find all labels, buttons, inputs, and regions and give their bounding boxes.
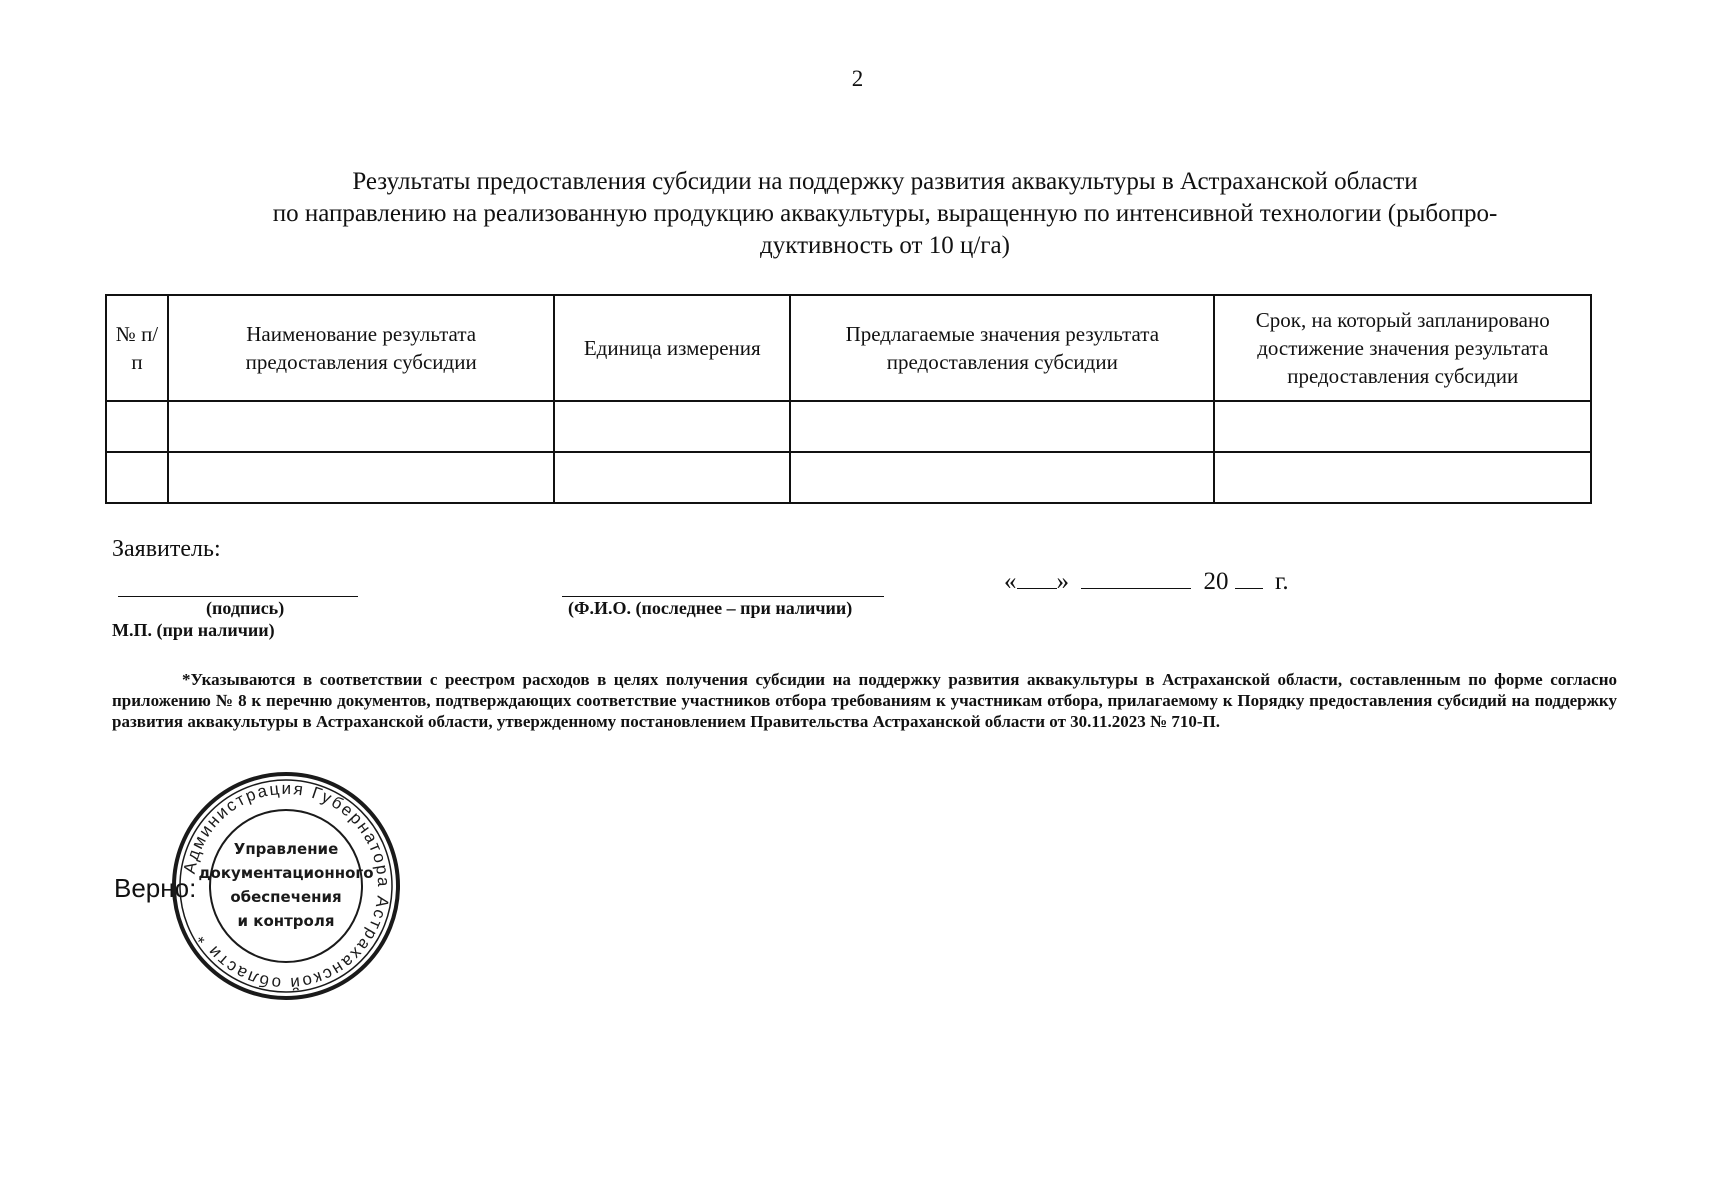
stamp-place-label: М.П. (при наличии) (112, 620, 275, 640)
date-open-quote: « (1004, 568, 1017, 595)
table-cell[interactable] (790, 452, 1214, 503)
table-cell[interactable] (168, 401, 554, 452)
results-table (105, 294, 1592, 504)
seal-outer-ring (174, 774, 398, 998)
date-close-quote: » (1056, 568, 1069, 595)
year-blank[interactable] (1235, 568, 1263, 589)
title-line-2: по направлению на реализованную продукцию аквакультуры, выращенную по интенсивной технологии (рыбопро- (272, 200, 1498, 227)
applicant-label: Заявитель: (112, 536, 221, 562)
table-cell[interactable] (106, 401, 168, 452)
table-cell[interactable] (106, 452, 168, 503)
table-cell[interactable] (168, 452, 554, 503)
seal-inner-ring (210, 810, 362, 962)
title-line-1: Результаты предоставления субсидии на поддержку развития аквакультуры в Астраханской области (352, 168, 1418, 195)
footnote: *Указываются в соответствии с реестром расходов в целях получения субсидии на поддержку развития аквакультуры в Астраханской области, составленным по форме согласно приложению № 8 к перечню документов, подтверждающих соответствие участников отбора требованиям к участникам отбора, прилагаемому к Порядку предоставления субсидий на поддержку развития аквакультуры в Астраханской области, утвержденному постановлением Правительства Астраханской области от 30.11.2023 № 710-П. (112, 670, 1617, 731)
table-cell[interactable] (790, 401, 1214, 452)
signature-line[interactable] (118, 596, 358, 597)
table-row (106, 401, 1591, 452)
seal-center-line-1: Управление (233, 840, 339, 858)
table-cell[interactable] (554, 401, 790, 452)
seal-center-line-3: обеспечения (230, 888, 342, 906)
official-seal-icon (170, 770, 402, 1002)
name-line[interactable] (562, 596, 884, 597)
seal-ring-text: Администрация Губернатора Астраханской области * (179, 778, 394, 994)
header-deadline: Срок, на который запланировано достижение значения результата предоставления субсидии (1214, 295, 1591, 401)
header-unit: Единица измерения (554, 295, 790, 401)
seal-center-line-4: и контроля (237, 912, 335, 930)
table-cell[interactable] (554, 452, 790, 503)
seal-center-line-2: документационного (198, 864, 374, 882)
date-year-prefix: 20 (1203, 568, 1229, 595)
title-line-3: дуктивность от 10 ц/га) (760, 232, 1010, 259)
signature-caption: (подпись) (206, 598, 285, 618)
header-proposed-values: Предлагаемые значения результата предоставления субсидии (790, 295, 1214, 401)
table-cell[interactable] (1214, 452, 1591, 503)
day-blank[interactable] (1017, 568, 1057, 589)
certification-label: Верно: (114, 873, 197, 903)
document-title (150, 166, 1620, 262)
date-year-suffix: г. (1275, 568, 1289, 595)
name-caption: (Ф.И.О. (последнее – при наличии) (568, 598, 853, 618)
table-row (106, 452, 1591, 503)
date-field (1004, 568, 1289, 596)
table-header-row (106, 295, 1591, 401)
header-number: № п/п (106, 295, 168, 401)
header-result-name: Наименование результата предоставления субсидии (168, 295, 554, 401)
month-blank[interactable] (1081, 568, 1191, 589)
table-cell[interactable] (1214, 401, 1591, 452)
page-number: 2 (851, 66, 864, 91)
